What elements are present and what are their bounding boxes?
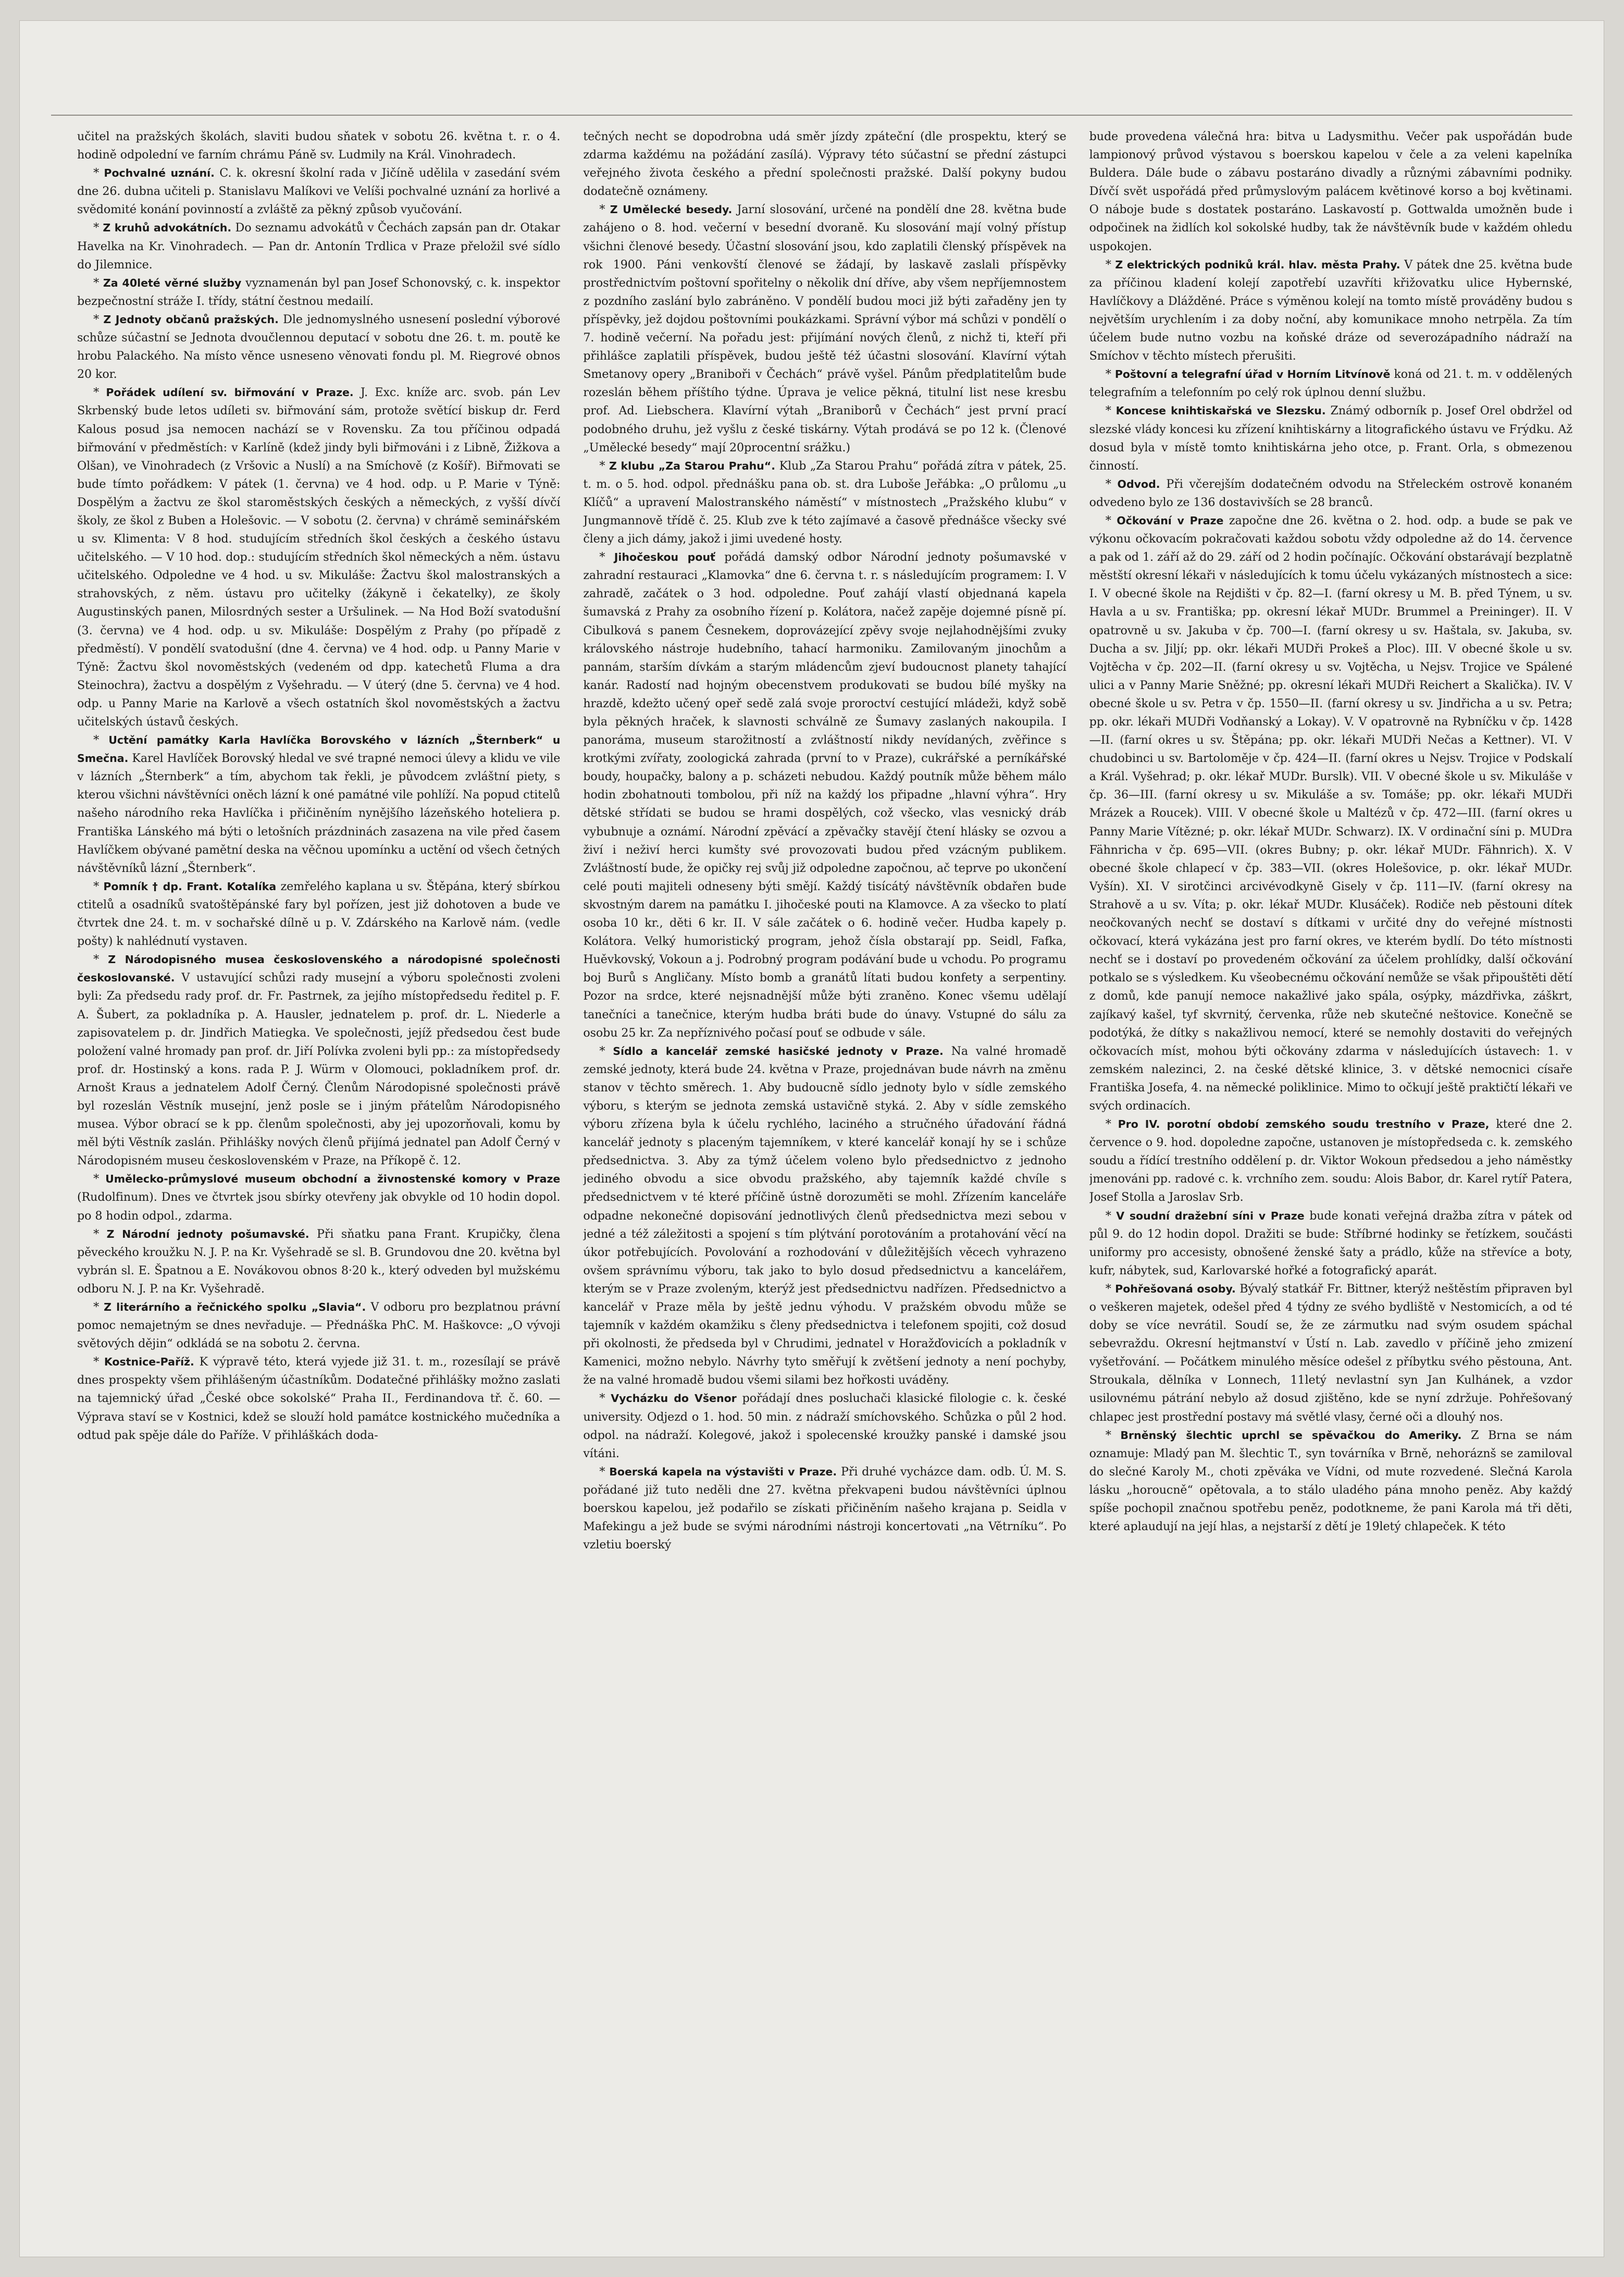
news-item-heading: Umělecko-průmyslové museum obchodní a živnostenské komory v Praze	[105, 1173, 561, 1186]
news-item-text: tečných necht se dopodrobna udá směr jízdy zpáteční (dle prospektu, který se zdarma každému na požádání zasílá). Výpravy této súčastní se přední zástupci veřejného života českého a přední společnosti pražské. Další pokyny budou dodatečně oznámeny.	[583, 130, 1067, 199]
news-item-text: učitel na pražských školách, slaviti budou sňatek v sobotu 26. května t. r. o 4. hodině odpolední ve farním chrámu Páně sv. Ludmily na Král. Vinohradech.	[77, 130, 561, 162]
news-item-text: Z Brna se nám oznamuje: Mladý pan M. šlechtic T., syn továrníka v Brně, nehoráznš se zamiloval do slečné Karoly M., choti zpěváka ve Vídni, od mute rozvedené. Slečná Karola lásku „horoucně“ opětovala, a to stálo uladého pána mnoho peněz. Aby každý spíše pochopil značnou spotřebu peněz, podotkneme, že pani Karola má tři děti, které aplaudují na její hlas, a nejstarší z dětí je 19letý chlapeček. K této	[1089, 1428, 1572, 1534]
news-paragraph: * Z Národopisného musea československého a národopisné společnosti českoslovanské. V ustavující schůzi rady musejní a výboru společnosti zvoleni byli: Za předsedu rady prof. dr. Fr. Pastrnek, za jejího místopředsedu ředitel p. F. A. Šubert, za pokladníka p. A. Hausler, jednatelem p. prof. dr. L. Niederle a zapisovatelem p. dr. Jindřich Matiegka. Ve společnosti, jejíž předsedou čest bude položení valné hromady pan prof. dr. Jiří Polívka zvoleni byli pp.: za místopředsedy prof. dr. Hostinský a kons. rada P. J. Würm v Olomouci, pokladníkem prof. dr. Arnošt Kraus a jednatelem Adolf Černý. Členům Národopisné společnosti právě byl rozeslán Věstník musejní, jenž posle se i jiným přátelům Národopisného musea. Výbor obrací se k pp. členům společnosti, aby jej upozorňovali, komu by měl býti Věstník zaslán. Přihlášky nových členů přijímá jednatel pan Adolf Černý v Národopisném museu československém v Praze, na Příkopě č. 12.	[77, 953, 561, 1168]
news-item-text: J. Exc. kníže arc. svob. pán Lev Skrbenský bude letos udíleti sv. biřmování sám, protože světící biskup dr. Ferd Kalous posud jsa nemocen nachází se v Rovensku. Za tou příčinou odpadá biřmování v předměstích: v Karlíně (kdež jindy byli biřmováni i z Libně, Žižkova a Olšan), ve Vinohradech (z Vršovic a Nuslí) a na Smíchově (z Košíř). Biřmovati se bude tímto pořádkem: V pátek (1. června) ve 4 hod. odp. u P. Marie v Týně: Dospělým a žactvu ze škol staroměstských českých a německých, z vyšší dívčí školy, ze škol z Buben a Holešovic. — V sobotu (2. června) v chrámě seminářském u sv. Klimenta: V 8 hod. studujícím středních škol českých a českého ústavu učitelského. — V 10 hod. dop.: studujícím středních škol německých a něm. ústavu učitelského. Odpoledne ve 4 hod. u sv. Mikuláše: Žactvu škol malostranských a strahovských, z něm. ústavu pro učitelky (žákyně i čekatelky), ze školy Augustinských panen, Milosrdných sester a Uršulinek. — Na Hod Boží svatodušní (3. června) ve 4 hod. odp. u sv. Mikuláše: Dospělým z Prahy (po případě z předměstí). V pondělí svatodušní (dne 4. června) ve 4 hod. odp. u Panny Marie v Týně: Žactvu škol novoměstských (vedeném od dpp. katechetů Fluma a dra Steinochra), žactvu a dospělým z Vyšehradu. — V úterý (dne 5. června) ve 4 hod. odp. u Panny Marie na Karlově a všech ostatních škol novoměstských a žactvu učitelských ústavů českých.	[77, 386, 561, 729]
news-paragraph: * Brněnský šlechtic uprchl se spěvačkou do Ameriky. Z Brna se nám oznamuje: Mladý pan M. šlechtic T., syn továrníka v Brně, nehoráznš se zamiloval do slečné Karoly M., choti zpěváka ve Vídni, od mute rozvedené. Slečná Karola lásku „horoucně“ opětovala, a to stálo uladého pána mnoho peněz. Aby každý spíše pochopil značnou spotřebu peněz, podotkneme, že pani Karola má tři děti, které aplaudují na její hlas, a nejstarší z dětí je 19letý chlapeček. K této	[1089, 1428, 1572, 1534]
news-item-heading: Očkování v Praze	[1117, 514, 1224, 527]
news-paragraph: * Za 40leté věrné služby vyznamenán byl pan Josef Schonovský, c. k. inspektor bezpečnostní stráže I. třídy, státní čestnou medailí.	[77, 276, 561, 308]
news-item-text: vyznamenán byl pan Josef Schonovský, c. k. inspektor bezpečnostní stráže I. třídy, státní čestnou medailí.	[77, 276, 561, 308]
news-item-text: V pátek dne 25. května bude za příčinou kladení kolejí zapotřebí uzavříti křižovatku ulice Hybernské, Havlíčkovy a Dlážděné. Práce s výměnou kolejí na tomto místě prováděny budou s největším urychlením i za doby noční, aby komunikace mnoho netrpěla. Za tím účelem bude nutno vozbu na koňské dráze od severozápadního nádraží na Smíchov v těchto místech přerušiti.	[1089, 257, 1572, 363]
top-rule	[51, 115, 1572, 116]
news-item-heading: Z Národopisného musea československého a národopisné společnosti českoslovanské.	[77, 953, 561, 984]
news-item-heading: Za 40leté věrné služby	[103, 276, 242, 289]
news-paragraph: * Očkování v Praze započne dne 26. května o 2. hod. odp. a bude se pak ve výkonu očkovacím pokračovati každou sobotu vždy odpoledne až do 14. července a pak od 1. září až do 29. září od 2 hodin počínajíc. Očkování obstarávají bezplatně městští okresní lékaři v následujících k tomu účelu vykázaných místnostech a sice: I. V obecné škole na Rejdišti v čp. 82—I. (farní okresy u M. B. před Týnem, u sv. Havla a u sv. Františka; pp. okresní lékař MUDr. Brummel a Preininger). II. V opatrovně u sv. Jakuba v čp. 700—I. (farní okresy u sv. Haštala, sv. Jakuba, sv. Ducha a sv. Jiljí; pp. okr. lékaři MUDři Prokeš a Ploc). III. V obecné škole u sv. Vojtěcha v čp. 202—II. (farní okresy u sv. Vojtěcha, u Nejsv. Trojice ve Spálené ulici a v Panny Marie Sněžné; pp. okresní lékaři MUDři Reichert a Skalička). IV. V obecné škole u sv. Petra v čp. 1550—II. (farní okresy u sv. Jindřicha a u sv. Petra; pp. okr. lékaři MUDři Vodňanský a Lokay). V. V opatrovně na Rybníčku v čp. 1428—II. (farní okres u sv. Štěpána; pp. okr. lékaři MUDři Nečas a Kettner). VI. V chudobinci u sv. Bartoloměje v čp. 424—II. (farní okres u Nejsv. Trojice v Podskalí a Král. Vyšehrad; p. okr. lékař MUDr. Burslk). VII. V obecné škole u sv. Mikuláše v čp. 36—III. (farní okresy u sv. Mikuláše a sv. Tomáše; pp. okr. lékaři MUDři Mrázek a Roucek). VIII. V obecné škole u Maltézů v čp. 472—III. (farní okres u Panny Marie Vítězné; p. okr. lékař MUDr. Schwarz). IX. V ordinační síni p. MUDra Fähnricha v čp. 695—VII. (okres Bubny; p. okr. lékař MUDr. Fähnrich). X. V obecné škole chlapecí v čp. 383—VII. (okres Holešovice, p. okr. lékař MUDr. Vyšín). XI. V sirotčinci arcivévodkyně Gisely v čp. 111—IV. (farní okresy na Strahově a u sv. Víta; p. okr. lékař MUDr. Klusáček). Rodiče neb pěstouni dítek neočkovaných nechť se dostaví s dítkami v určité dny do veřejné místnosti očkovací, která vykázána jest pro farní okres, ve kterém bydlí. Do této místnosti nechť se i dostaví po provedeném očkování za účelem prohlídky, další očkování potkalo se s výsledkem. Ku všeobecnému očkování nemůže se však připouštěti dětí z domů, kde panují nemoce nakažlivé jako spála, osýpky, mázdřivka, záškrt, zajíkavý kašel, tyf skvrnitý, červenka, růže neb skutečné neštovice. Konečně se podotýká, že dítky s nakažlivou nemocí, které se nemohly dostaviti do veřejných očkovacích míst, mohou býti očkovány zdarma v následujících ústavech: 1. v zemském nalezinci, 2. na české dětské klinice, 3. v dětské nemocnici císaře Františka Josefa, 4. na německé poliklinice. Mimo to očkují ještě praktičtí lékaři ve svých ordinacích.	[1089, 513, 1572, 1113]
news-paragraph	[583, 128, 1066, 201]
news-paragraph: * Umělecko-průmyslové museum obchodní a živnostenské komory v Praze (Rudolfinum). Dnes ve čtvrtek jsou sbírky otevřeny jak obvykle od 10 hodin dopol. po 8 hodin odpol., zdarma.	[77, 1172, 561, 1223]
news-paragraph: * Z literárního a řečnického spolku „Slavia“. V odboru pro bezplatnou právní pomoc nemajetným se dnes nevřaduje. — Přednáška PhC. M. Haškovce: „O vývoji světových dějin“ odkládá se na sobotu 2. června.	[77, 1300, 561, 1351]
newspaper-page	[20, 21, 1604, 2257]
news-item-heading: Pořádek udílení sv. biřmování v Praze.	[106, 386, 354, 399]
column-2	[583, 128, 1066, 2186]
news-item-text: pořádá damský odbor Národní jednoty pošumavské v zahradní restauraci „Klamovka“ dne 6. června t. r. s následujícím programem: I. V zahradě, začátek o 3 hod. odpoledne. Pouť zahájí vlastí objednaná kapela šumavská z Prahy za osobního řízení p. Kolátora, načež zapěje dojemné písně pí. Cibulková s panem Česnekem, doprovázející zpěvy svoje nejlahodnějšími zvuky královského nástroje hudebního, tahací harmoniku. Zamilovaným jinochům a pannám, starším dívkám a starým mládencům zjeví budoucnost planety tahající kanár. Radostí nad hojným obecenstvem produkovati se budou bílé myšky na hrazdě, kdežto učený opeř sedě zalá svoje proroctví cestující mládeži, když sobě byla pěkných hraček, k slavnosti schválně ze Šumavy zaslaných nakoupila. I panoráma, museum starožitností a zvláštností nikdy nevídaných, zvěřince s krotkými zvířaty, zoologická zahrada (první to v Praze), cukrářské a perníkářské boudy, houpačky, balony a p. scházeti nebudou. Každý poutník může během málo hodin zbohatnouti tombolou, při níž na každý los připadne „hlavní výhra“. Hry dětské střídati se budou se hrami dospělých, což všecko, vlas vesnický dráb vybubnuje a oznámí. Národní zpěvácí a zpěvačky stavějí čtení hlásky se ozvou a živí i neživí herci kumšty své provozovati budou před vzácným publikem. Zvláštností bude, že opičky rej svůj již odpoledne započnou, ač teprve po ukončení celé pouti majiteli odneseny býti smějí. Každý tisícátý návštěvník obdařen bude skvostným darem na památku I. jihočeské pouti na Klamovce. A za všecko to platí osoba 10 kr., děti 6 kr. II. V sále začátek o 6. hodině večer. Hudba kapely p. Kolátora. Velký humoristický program, jehož čísla obstarají pp. Seidl, Fafka, Huěvkovský, Vokoun a j. Podrobný program podávání bude u vchodu. Po programu boj Burů s Angličany. Místo bomb a granátů lítati budou konfety a serpentiny. Pozor na srdce, které nejsnadnější může býti zraněno. Konec všemu udělají tanečníci a tanečnice, kterým hudba bráti bude do únavy. Vstupné do sálu za osobu 25 kr. Za nepříznivého počasí pouť se odbude v sále.	[583, 550, 1067, 1040]
news-paragraph: * Koncese knihtiskařská ve Slezsku. Známý odborník p. Josef Orel obdržel od slezské vlády koncesi ku zřízení knihtiskárny a litografického ústavu ve Frýdku. Až dosud byla v místě tomto knihtiskárna jeho otce, p. Frant. Orla, s obmezenou činností.	[1089, 404, 1572, 473]
news-paragraph: * Pomník † dp. Frant. Kotalíka zemřelého kaplana u sv. Štěpána, který sbírkou ctitelů a osadníků svatoštěpánské fary byl pořízen, jest již dohotoven a bude ve čtvrtek dne 24. t. m. v sochařské dílně u p. V. Zdárského na Karlově nám. (vedle pošty) k nahlédnutí vystaven.	[77, 879, 561, 949]
news-item-heading: Odvod.	[1117, 477, 1160, 490]
news-paragraph: * Pohřešovaná osoby. Bývalý statkář Fr. Bittner, kterýž neštěstím připraven byl o veškeren majetek, odešel před 4 týdny ze svého bydliště v Nestomicích, a od té doby se více nevrátil. Soudí se, že ze zármutku nad svým osudem spáchal sebevraždu. Okresní hejtmanství v Ústí n. Lab. zavedlo v příčině jeho zmizení vyšetřování. — Počátkem minulého měsíce odešel z příbytku svého pěstouna, Ant. Stroukala, dělníka v Lonnech, 11letý nevlastní syn Jan Kulhánek, a vzdor usilovnému pátrání nebylo až dosud zjištěno, kde se nyní zdržuje. Pohřešovaný chlapec jest prostřední postavy má světlé vlasy, černé oči a dlouhý nos.	[1089, 1282, 1572, 1424]
news-item-text: Při druhé vycházce dam. odb. Ú. M. S. pořádané již tuto neděli dne 27. května překvapeni budou návštěvníci úplnou boerskou kapelou, jež podařilo se získati přičiněním našeho krajana p. Seidla v Mafekingu a jež bude se svými národními nástroji koncertovati „na Větrníku“. Po vzletiu boerský	[583, 1464, 1067, 1552]
news-item-text: K výpravě této, která vyjede již 31. t. m., rozesílají se právě dnes prospekty všem přihlášeným účastníkům. Dodatečné přihlášky možno zaslati na tajemnický úřad „České obce sokolské“ Praha II., Ferdinandova tř. č. 60. — Výprava staví se v Kostnici, kdež se slouží hold památce kostnického mučedníka a odtud pak spěje dále do Paříže. V přihláškách doda-	[77, 1355, 561, 1442]
news-item-text: Dle jednomyslného usnesení poslední výborové schůze súčastní se Jednota dvoučlennou deputací v sobotu dne 26. t. m. poutě ke hrobu Palackého. Na místo věnce usneseno věnovati fondu pl. M. Riegrové obnos 20 kor.	[77, 312, 561, 381]
column-3	[1089, 128, 1572, 2186]
news-item-text: zemřelého kaplana u sv. Štěpána, který sbírkou ctitelů a osadníků svatoštěpánské fary byl pořízen, jest již dohotoven a bude ve čtvrtek dne 24. t. m. v sochařské dílně u p. V. Zdárského na Karlově nám. (vedle pošty) k nahlédnutí vystaven.	[77, 879, 561, 949]
news-item-text: bude konati veřejná dražba zítra v pátek od půl 9. do 12 hodin dopol. Dražiti se bude: Stříbrné hodinky se řetízkem, součásti uniformy pro accesisty, obnošené ženské šaty a prádlo, kůže na střevíce a boty, kufr, nábytek, sud, Karlovarské hořké a fotografický aparát.	[1089, 1209, 1572, 1277]
news-item-heading: Z elektrických podniků král. hlav. města Prahy.	[1115, 258, 1400, 271]
news-item-heading: Pomník † dp. Frant. Kotalíka	[103, 880, 277, 893]
news-paragraph: * Vycházku do Všenor pořádají dnes posluchači klasické filologie c. k. české university. Odjezd o 1. hod. 50 min. z nádraží smíchovského. Schůzka o půl 2 hod. odpol. na nádraží. Kolegové, jakož i spolecenské kroužky panské i damské jsou vítáni.	[583, 1392, 1067, 1460]
news-paragraph: * Uctění památky Karla Havlíčka Borovského v lázních „Šternberk“ u Smečna. Karel Havlíček Borovský hledal ve své trapné nemoci úlevy a klidu ve vile v lázních „Šternberk“ a tím, abychom tak řekli, je původcem zvláštní piety, s kterou všichni návštěvníci oněch lázní k oné památné vile pohlíží. Na popud ctitelů našeho národního reka Havlíčka i přičiněním nynějšího lázeňského hoteliera p. Františka Lánského má býti o letošních prázdninách zasazena na vile před časem Havlíčkem obývané pamětní deska na věčnou upomínku a uctění od všech četných návštěvníků lázní „Šternberk“.	[77, 733, 561, 875]
news-item-text: V ustavující schůzi rady musejní a výboru společnosti zvoleni byli: Za předsedu rady prof. dr. Fr. Pastrnek, za jejího místopředsedu ředitel p. F. A. Šubert, za pokladníka p. A. Hausler, jednatelem p. prof. dr. L. Niederle a zapisovatelem p. dr. Jindřich Matiegka. Ve společnosti, jejíž předsedou čest bude položení valné hromady pan prof. dr. Jiří Polívka zvoleni byli pp.: za místopředsedy prof. dr. Hostinský a kons. rada P. J. Würm v Olomouci, pokladníkem prof. dr. Arnošt Kraus a jednatelem Adolf Černý. Členům Národopisné společnosti právě byl rozeslán Věstník musejní, jenž posle se i jiným přátelům Národopisného musea. Výbor obrací se k pp. členům společnosti, aby jej upozorňovali, komu by měl býti Věstník zaslán. Přihlášky nových členů přijímá jednatel pan Adolf Černý v Národopisném museu československém v Praze, na Příkopě č. 12.	[77, 971, 561, 1168]
news-paragraph	[77, 128, 560, 164]
news-item-text: Klub „Za Starou Prahu“ pořádá zítra v pátek, 25. t. m. o 5. hod. odpol. přednášku pana ob. st. dra Luboše Jeřábka: „O průlomu „u Klíčů“ a upravení Malostranského náměstí“ v místnostech „Pražského klubu“ v Jungmannově třídě č. 25. Klub zve k této zajímavé a časově přednášce všecky své členy a jich dámy, jakož i jimi uvedené hosty.	[583, 459, 1067, 546]
news-item-text: Při sňatku pana Frant. Krupičky, člena pěveckého kroužku N. J. P. na Kr. Vyšehradě se sl. B. Grundovou dne 20. května byl vybrán sl. E. Špatnou a E. Novákovou obnos 8·20 k., který odveden byl mužskému odboru N. J. P. na Kr. Vyšehradě.	[77, 1227, 561, 1296]
news-item-text: Při včerejším dodatečném odvodu na Střeleckém ostrově konaném odvedeno bylo ze 136 dostavivších se 28 branců.	[1089, 477, 1572, 509]
news-item-heading: Poštovní a telegrafní úřad v Horním Litvínově	[1114, 368, 1391, 381]
news-item-text: (Rudolfinum). Dnes ve čtvrtek jsou sbírky otevřeny jak obvykle od 10 hodin dopol. po 8 hodin odpol., zdarma.	[77, 1190, 561, 1223]
news-item-heading: Pohřešovaná osoby.	[1115, 1282, 1236, 1295]
news-paragraph: * Pořádek udílení sv. biřmování v Praze. J. Exc. kníže arc. svob. pán Lev Skrbenský bude letos udíleti sv. biřmování sám, protože světící biskup dr. Ferd Kalous posud jsa nemocen nachází se v Rovensku. Za tou příčinou odpadá biřmování v předměstích: v Karlíně (kdež jindy byli biřmováni i z Libně, Žižkova a Olšan), ve Vinohradech (z Vršovic a Nuslí) a na Smíchově (z Košíř). Biřmovati se bude tímto pořádkem: V pátek (1. června) ve 4 hod. odp. u P. Marie v Týně: Dospělým a žactvu ze škol staroměstských českých a německých, z vyšší dívčí školy, ze škol z Buben a Holešovic. — V sobotu (2. června) v chrámě seminářském u sv. Klimenta: V 8 hod. studujícím středních škol českých a českého ústavu učitelského. — V 10 hod. dop.: studujícím středních škol německých a něm. ústavu učitelského. Odpoledne ve 4 hod. u sv. Mikuláše: Žactvu škol malostranských a strahovských, z něm. ústavu pro učitelky (žákyně i čekatelky), ze školy Augustinských panen, Milosrdných sester a Uršulinek. — Na Hod Boží svatodušní (3. června) ve 4 hod. odp. u sv. Mikuláše: Dospělým z Prahy (po případě z předměstí). V pondělí svatodušní (dne 4. června) ve 4 hod. odp. u Panny Marie v Týně: Žactvu škol novoměstských (vedeném od dpp. katechetů Fluma a dra Steinochra), žactvu a dospělým z Vyšehradu. — V úterý (dne 5. června) ve 4 hod. odp. u Panny Marie na Karlově a všech ostatních škol novoměstských a žactvu učitelských ústavů českých.	[77, 386, 561, 729]
news-item-text: V odboru pro bezplatnou právní pomoc nemajetným se dnes nevřaduje. — Přednáška PhC. M. Haškovce: „O vývoji světových dějin“ odkládá se na sobotu 2. června.	[77, 1300, 561, 1351]
news-item-heading: Z literárního a řečnického spolku „Slavia“.	[104, 1301, 366, 1313]
news-paragraph: * Z elektrických podniků král. hlav. města Prahy. V pátek dne 25. května bude za příčinou kladení kolejí zapotřebí uzavříti křižovatku ulice Hybernské, Havlíčkovy a Dlážděné. Práce s výměnou kolejí na tomto místě prováděny budou s největším urychlením i za doby noční, aby komunikace mnoho netrpěla. Za tím účelem bude nutno vozbu na koňské dráze od severozápadního nádraží na Smíchov v těchto místech přerušiti.	[1089, 257, 1572, 363]
news-item-heading: Pochvalné uznání.	[104, 167, 215, 180]
news-item-heading: Uctění památky Karla Havlíčka Borovského v lázních „Šternberk“ u Smečna.	[77, 734, 561, 765]
news-item-heading: Boerská kapela na výstavišti v Praze.	[609, 1465, 837, 1478]
news-item-heading: Z Jednoty občanů pražských.	[103, 313, 279, 326]
news-paragraph: * Boerská kapela na výstavišti v Praze. Při druhé vycházce dam. odb. Ú. M. S. pořádané již tuto neděli dne 27. května překvapeni budou návštěvníci úplnou boerskou kapelou, jež podařilo se získati přičiněním našeho krajana p. Seidla v Mafekingu a jež bude se svými národními nástroji koncertovati „na Větrníku“. Po vzletiu boerský	[583, 1464, 1067, 1552]
news-item-heading: Vycházku do Všenor	[611, 1392, 737, 1405]
news-item-text: bude provedena válečná hra: bitva u Ladysmithu. Večer pak uspořádán bude lampionový průvod výstavou s boerskou kapelou v čele a za veleni kapelníka Buldera. Dále bude o zábavu postaráno divadly a různými zábavními podniky. Dívčí svět uspořádá před průmyslovým palácem květinové korso a boj květinami. O náboje bude s dostatek postaráno. Laskavostí p. Gottwalda umožněn bude i odpočinek na židlích kol sokolské hudby, tak že návštěvník bude v každém ohledu uspokojen.	[1089, 130, 1572, 253]
news-item-heading: Kostnice-Paříž.	[104, 1356, 194, 1369]
news-item-text: pořádají dnes posluchači klasické filologie c. k. české university. Odjezd o 1. hod. 50 min. z nádraží smíchovského. Schůzka o půl 2 hod. odpol. na nádraží. Kolegové, jakož i spolecenské kroužky panské i damské jsou vítáni.	[583, 1392, 1067, 1460]
news-item-heading: Brněnský šlechtic uprchl se spěvačkou do Ameriky.	[1120, 1429, 1462, 1442]
news-item-heading: Sídlo a kancelář zemské hasičské jednoty v Praze.	[613, 1044, 944, 1057]
news-item-heading: Pro IV. porotní období zemského soudu trestního v Praze,	[1118, 1118, 1490, 1131]
news-item-heading: V soudní dražební síni v Praze	[1116, 1209, 1305, 1222]
news-item-text: Jarní slosování, určené na pondělí dne 28. května bude zahájeno o 8. hod. večerní v besední dvoraně. Ku slosování mají volný přístup všichni členové besedy. Účastní slosování jsou, kdo zaplatili členský příspěvek na rok 1900. Páni venkovští členové se žádají, by laskavě zaslali příspěvky prostřednictvím poštovní spořitelny o několik dní dříve, aby všem nepříjemnostem z pozdního zaslání bylo zabráněno. V pondělí budou moci již býti zařaděny jen ty příspěvky, jež dojdou poštovními poukázkami. Správní výbor má schůzi v pondělí o 7. hodině večerní. Na pořadu jest: přijímání nových členů, z nichž ti, kteří při přihlášce zaplatili příspěvek, budou ještě též účastni slosování. Klavírní výtah Smetanovy opery „Braniboři v Čechách“ právě vyšel. Pánům předplatitelům bude rozeslán během příštího týdne. Úprava je velice pěkná, titulní list nese kresbu prof. Ad. Liebschera. Klavírní výtah „Braniborů v Čechách“ jest první prací podobného druhu, jež vyšlu z české tiskárny. Výtah prodává se po 12 k. (Členové „Umělecké besedy“ mají 20procentní srážku.)	[583, 203, 1067, 454]
news-paragraph: * Z kruhů advokátních. Do seznamu advokátů v Čechách zapsán pan dr. Otakar Havelka na Kr. Vinohradech. — Pan dr. Antonín Trdlica v Praze přeložil své sídlo do Jilemnice.	[77, 221, 561, 272]
news-item-heading: Z klubu „Za Starou Prahu“.	[609, 459, 776, 472]
news-paragraph: * Kostnice-Paříž. K výpravě této, která vyjede již 31. t. m., rozesílají se právě dnes prospekty všem přihlášeným účastníkům. Dodatečné přihlášky možno zaslati na tajemnický úřad „České obce sokolské“ Praha II., Ferdinandova tř. č. 60. — Výprava staví se v Kostnici, kdež se slouží hold památce kostnického mučedníka a odtud pak spěje dále do Paříže. V přihláškách doda-	[77, 1355, 561, 1442]
news-item-heading: Z Národní jednoty pošumavské.	[106, 1227, 309, 1240]
news-paragraph: * V soudní dražební síni v Praze bude konati veřejná dražba zítra v pátek od půl 9. do 12 hodin dopol. Dražiti se bude: Stříbrné hodinky se řetízkem, součásti uniformy pro accesisty, obnošené ženské šaty a prádlo, kůže na střevíce a boty, kufr, nábytek, sud, Karlovarské hořké a fotografický aparát.	[1089, 1209, 1572, 1277]
column-1	[77, 128, 560, 2186]
news-item-text: Karel Havlíček Borovský hledal ve své trapné nemoci úlevy a klidu ve vile v lázních „Šternberk“ a tím, abychom tak řekli, je původcem zvláštní piety, s kterou všichni návštěvníci oněch lázní k oné památné vile pohlíží. Na popud ctitelů našeho národního reka Havlíčka i přičiněním nynějšího lázeňského hoteliera p. Františka Lánského má býti o letošních prázdninách zasazena na vile před časem Havlíčkem obývané pamětní deska na věčnou upomínku a uctění od všech četných návštěvníků lázní „Šternberk“.	[77, 752, 561, 875]
news-item-text: Bývalý statkář Fr. Bittner, kterýž neštěstím připraven byl o veškeren majetek, odešel před 4 týdny ze svého bydliště v Nestomicích, a od té doby se více nevrátil. Soudí se, že ze zármutku nad svým osudem spáchal sebevraždu. Okresní hejtmanství v Ústí n. Lab. zavedlo v příčině jeho zmizení vyšetřování. — Počátkem minulého měsíce odešel z příbytku svého pěstouna, Ant. Stroukala, dělníka v Lonnech, 11letý nevlastní syn Jan Kulhánek, a vzdor usilovnému pátrání nebylo až dosud zjištěno, kde se nyní zdržuje. Pohřešovaný chlapec jest prostřední postavy má světlé vlasy, černé oči a dlouhý nos.	[1089, 1282, 1572, 1424]
news-paragraph: * Pro IV. porotní období zemského soudu trestního v Praze, které dne 2. července o 9. hod. dopoledne započne, ustanoven je místopředseda c. k. zemského soudu a řídící trestního oddělení p. dr. Viktor Wokoun předsedou a jeho náměstky jmenováni pp. radové c. k. vrchního zem. soudu: Alois Babor, dr. Karel rytíř Patera, Josef Stolla a Jaroslav Srb.	[1089, 1117, 1572, 1204]
news-paragraph: * Poštovní a telegrafní úřad v Horním Litvínově koná od 21. t. m. v oddělených telegrafním a telefonním po celý rok úplnou denní službu.	[1089, 367, 1572, 400]
news-item-text: C. k. okresní školní rada v Jičíně udělila v zasedání svém dne 26. dubna učiteli p. Stanislavu Malíkovi ve Velíši pochvalné uznání za horlivé a svědomité konání povinností a zvláště za pěkný způsob vyučování.	[77, 166, 561, 217]
news-paragraph: * Pochvalné uznání. C. k. okresní školní rada v Jičíně udělila v zasedání svém dne 26. dubna učiteli p. Stanislavu Malíkovi ve Velíši pochvalné uznání za horlivé a svědomité konání povinností a zvláště za pěkný způsob vyučování.	[77, 166, 561, 217]
text-columns	[77, 128, 1572, 2186]
news-paragraph: * Z Jednoty občanů pražských. Dle jednomyslného usnesení poslední výborové schůze súčastní se Jednota dvoučlennou deputací v sobotu dne 26. t. m. poutě ke hrobu Palackého. Na místo věnce usneseno věnovati fondu pl. M. Riegrové obnos 20 kor.	[77, 312, 561, 381]
news-item-heading: Jihočeskou pouť	[614, 551, 715, 564]
news-paragraph: * Z Umělecké besedy. Jarní slosování, určené na pondělí dne 28. května bude zahájeno o 8. hod. večerní v besední dvoraně. Ku slosování mají volný přístup všichni členové besedy. Účastní slosování jsou, kdo zaplatili členský příspěvek na rok 1900. Páni venkovští členové se žádají, by laskavě zaslali příspěvky prostřednictvím poštovní spořitelny o několik dní dříve, aby všem nepříjemnostem z pozdního zaslání bylo zabráněno. V pondělí budou moci již býti zařaděny jen ty příspěvky, jež dojdou poštovními poukázkami. Správní výbor má schůzi v pondělí o 7. hodině večerní. Na pořadu jest: přijímání nových členů, z nichž ti, kteří při přihlášce zaplatili příspěvek, budou ještě též účastni slosování. Klavírní výtah Smetanovy opery „Braniboři v Čechách“ právě vyšel. Pánům předplatitelům bude rozeslán během příštího týdne. Úprava je velice pěkná, titulní list nese kresbu prof. Ad. Liebschera. Klavírní výtah „Braniborů v Čechách“ jest první prací podobného druhu, jež vyšlu z české tiskárny. Výtah prodává se po 12 k. (Členové „Umělecké besedy“ mají 20procentní srážku.)	[583, 203, 1067, 454]
news-paragraph	[1089, 128, 1572, 256]
news-item-heading: Koncese knihtiskařská ve Slezsku.	[1115, 404, 1326, 417]
news-item-heading: Z Umělecké besedy.	[610, 203, 733, 216]
news-paragraph: * Odvod. Při včerejším dodatečném odvodu na Střeleckém ostrově konaném odvedeno bylo ze 136 dostavivších se 28 branců.	[1089, 477, 1572, 509]
news-item-text: Na valné hromadě zemské jednoty, která bude 24. května v Praze, projednávan bude návrh na změnu stanov v těchto směrech. 1. Aby budoucně sídlo jednoty bylo v sídle zemského výboru, s kterým se jednota zemská ustavičně styká. 2. Aby v sídle zemského výboru zřízena byla k účelu rychlého, laciného a stručného úřadování řádná kancelář jednoty s placeným tajemníkem, v které kancelář konají hy se i schůze předsednictva. 3. Aby za týmž účelem voleno bylo předsednictvo z jednoho jediného obvodu a sice obvodu pražského, aby tajemník každé chvíle s předsednictvem v té které příčině ústně dorozuměti se mohl. Zřízením kanceláře odpadne nekonečné dopisování jednotlivých členů předsednictva mezi sebou v jedné a též záležitosti a spojení s tím plýtvání porotováním a protahování věcí na úkor potřebujících. Povolování a rozhodování v důležitějších věcech vyhrazeno ovšem správnímu výboru, tak jako to bylo dosud předsednictvu a kancelářem, kterým se v Praze zvoleným, kterýž jest předsednictvu nadřízen. Předsednictvo a kancelář v Praze měla by ještě jednu výhodu. V pražském obvodu může se tajemník v každém okamžiku s členy předsednictva i telefonem spojiti, což dosud při okolnosti, že předseda byl v Chrudimi, jednatel v Horažďovicích a pokladník v Kamenici, možno nebylo. Návrhy tyto směřují k zvětšení jednoty a není pochyby, že na valné hromadě budou všemi silami bez hořkosti uváděny.	[583, 1044, 1067, 1387]
news-item-heading: Z kruhů advokátních.	[103, 221, 232, 235]
news-item-text: Známý odborník p. Josef Orel obdržel od slezské vlády koncesi ku zřízení knihtiskárny a litografického ústavu ve Frýdku. Až dosud byla v místě tomto knihtiskárna jeho otce, p. Frant. Orla, s obmezenou činností.	[1089, 404, 1572, 473]
news-item-text: které dne 2. července o 9. hod. dopoledne započne, ustanoven je místopředseda c. k. zemského soudu a řídící trestního oddělení p. dr. Viktor Wokoun předsedou a jeho náměstky jmenováni pp. radové c. k. vrchního zem. soudu: Alois Babor, dr. Karel rytíř Patera, Josef Stolla a Jaroslav Srb.	[1089, 1117, 1572, 1204]
news-item-text: koná od 21. t. m. v oddělených telegrafním a telefonním po celý rok úplnou denní službu.	[1089, 367, 1572, 400]
news-paragraph: * Z Národní jednoty pošumavské. Při sňatku pana Frant. Krupičky, člena pěveckého kroužku N. J. P. na Kr. Vyšehradě se sl. B. Grundovou dne 20. května byl vybrán sl. E. Špatnou a E. Novákovou obnos 8·20 k., který odveden byl mužskému odboru N. J. P. na Kr. Vyšehradě.	[77, 1227, 561, 1296]
news-paragraph: * Sídlo a kancelář zemské hasičské jednoty v Praze. Na valné hromadě zemské jednoty, která bude 24. května v Praze, projednávan bude návrh na změnu stanov v těchto směrech. 1. Aby budoucně sídlo jednoty bylo v sídle zemského výboru, s kterým se jednota zemská ustavičně styká. 2. Aby v sídle zemského výboru zřízena byla k účelu rychlého, laciného a stručného úřadování řádná kancelář jednoty s placeným tajemníkem, v které kancelář konají hy se i schůze předsednictva. 3. Aby za týmž účelem voleno bylo předsednictvo z jednoho jediného obvodu a sice obvodu pražského, aby tajemník každé chvíle s předsednictvem v té které příčině ústně dorozuměti se mohl. Zřízením kanceláře odpadne nekonečné dopisování jednotlivých členů předsednictva mezi sebou v jedné a též záležitosti a spojení s tím plýtvání porotováním a protahování věcí na úkor potřebujících. Povolování a rozhodování v důležitějších věcech vyhrazeno ovšem správnímu výboru, tak jako to bylo dosud předsednictvu a kancelářem, kterým se v Praze zvoleným, kterýž jest předsednictvu nadřízen. Předsednictvo a kancelář v Praze měla by ještě jednu výhodu. V pražském obvodu může se tajemník v každém okamžiku s členy předsednictva i telefonem spojiti, což dosud při okolnosti, že předseda byl v Chrudimi, jednatel v Horažďovicích a pokladník v Kamenici, možno nebylo. Návrhy tyto směřují k zvětšení jednoty a není pochyby, že na valné hromadě budou všemi silami bez hořkosti uváděny.	[583, 1044, 1067, 1387]
news-item-text: Do seznamu advokátů v Čechách zapsán pan dr. Otakar Havelka na Kr. Vinohradech. — Pan dr. Antonín Trdlica v Praze přeložil své sídlo do Jilemnice.	[77, 221, 561, 272]
news-paragraph: * Z klubu „Za Starou Prahu“. Klub „Za Starou Prahu“ pořádá zítra v pátek, 25. t. m. o 5. hod. odpol. přednášku pana ob. st. dra Luboše Jeřábka: „O průlomu „u Klíčů“ a upravení Malostranského náměstí“ v místnostech „Pražského klubu“ v Jungmannově třídě č. 25. Klub zve k této zajímavé a časově přednášce všecky své členy a jich dámy, jakož i jimi uvedené hosty.	[583, 459, 1067, 546]
news-paragraph: * Jihočeskou pouť pořádá damský odbor Národní jednoty pošumavské v zahradní restauraci „Klamovka“ dne 6. června t. r. s následujícím programem: I. V zahradě, začátek o 3 hod. odpoledne. Pouť zahájí vlastí objednaná kapela šumavská z Prahy za osobního řízení p. Kolátora, načež zapěje dojemné písně pí. Cibulková s panem Česnekem, doprovázející zpěvy svoje nejlahodnějšími zvuky královského nástroje hudebního, tahací harmoniku. Zamilovaným jinochům a pannám, starším dívkám a starým mládencům zjeví budoucnost planety tahající kanár. Radostí nad hojným obecenstvem produkovati se budou bílé myšky na hrazdě, kdežto učený opeř sedě zalá svoje proroctví cestující mládeži, když sobě byla pěkných hraček, k slavnosti schválně ze Šumavy zaslaných nakoupila. I panoráma, museum starožitností a zvláštností nikdy nevídaných, zvěřince s krotkými zvířaty, zoologická zahrada (první to v Praze), cukrářské a perníkářské boudy, houpačky, balony a p. scházeti nebudou. Každý poutník může během málo hodin zbohatnouti tombolou, při níž na každý los připadne „hlavní výhra“. Hry dětské střídati se budou se hrami dospělých, což všecko, vlas vesnický dráb vybubnuje a oznámí. Národní zpěvácí a zpěvačky stavějí čtení hlásky se ozvou a živí i neživí herci kumšty své provozovati budou před vzácným publikem. Zvláštností bude, že opičky rej svůj již odpoledne započnou, ač teprve po ukončení celé pouti majiteli odneseny býti smějí. Každý tisícátý návštěvník obdařen bude skvostným darem na památku I. jihočeské pouti na Klamovce. A za všecko to platí osoba 10 kr., děti 6 kr. II. V sále začátek o 6. hodině večer. Hudba kapely p. Kolátora. Velký humoristický program, jehož čísla obstarají pp. Seidl, Fafka, Huěvkovský, Vokoun a j. Podrobný program podávání bude u vchodu. Po programu boj Burů s Angličany. Místo bomb a granátů lítati budou konfety a serpentiny. Pozor na srdce, které nejsnadnější může býti zraněno. Konec všemu udělají tanečníci a tanečnice, kterým hudba bráti bude do únavy. Vstupné do sálu za osobu 25 kr. Za nepříznivého počasí pouť se odbude v sále.	[583, 550, 1067, 1040]
news-item-text: započne dne 26. května o 2. hod. odp. a bude se pak ve výkonu očkovacím pokračovati každou sobotu vždy odpoledne až do 14. července a pak od 1. září až do 29. září od 2 hodin počínajíc. Očkování obstarávají bezplatně městští okresní lékaři v následujících k tomu účelu vykázaných místnostech a sice: I. V obecné škole na Rejdišti v čp. 82—I. (farní okresy u M. B. před Týnem, u sv. Havla a u sv. Františka; pp. okresní lékař MUDr. Brummel a Preininger). II. V opatrovně u sv. Jakuba v čp. 700—I. (farní okresy u sv. Haštala, sv. Jakuba, sv. Ducha a sv. Jiljí; pp. okr. lékaři MUDři Prokeš a Ploc). III. V obecné škole u sv. Vojtěcha v čp. 202—II. (farní okresy u sv. Vojtěcha, u Nejsv. Trojice ve Spálené ulici a v Panny Marie Sněžné; pp. okresní lékaři MUDři Reichert a Skalička). IV. V obecné škole u sv. Petra v čp. 1550—II. (farní okresy u sv. Jindřicha a u sv. Petra; pp. okr. lékaři MUDři Vodňanský a Lokay). V. V opatrovně na Rybníčku v čp. 1428—II. (farní okres u sv. Štěpána; pp. okr. lékaři MUDři Nečas a Kettner). VI. V chudobinci u sv. Bartoloměje v čp. 424—II. (farní okres u Nejsv. Trojice v Podskalí a Král. Vyšehrad; p. okr. lékař MUDr. Burslk). VII. V obecné škole u sv. Mikuláše v čp. 36—III. (farní okresy u sv. Mikuláše a sv. Tomáše; pp. okr. lékaři MUDři Mrázek a Roucek). VIII. V obecné škole u Maltézů v čp. 472—III. (farní okres u Panny Marie Vítězné; p. okr. lékař MUDr. Schwarz). IX. V ordinační síni p. MUDra Fähnricha v čp. 695—VII. (okres Bubny; p. okr. lékař MUDr. Fähnrich). X. V obecné škole chlapecí v čp. 383—VII. (okres Holešovice, p. okr. lékař MUDr. Vyšín). XI. V sirotčinci arcivévodkyně Gisely v čp. 111—IV. (farní okresy na Strahově a u sv. Víta; p. okr. lékař MUDr. Klusáček). Rodiče neb pěstouni dítek neočkovaných nechť se dostaví s dítkami v určité dny do veřejné místnosti očkovací, která vykázána jest pro farní okres, ve kterém bydlí. Do této místnosti nechť se i dostaví po provedeném očkování za účelem prohlídky, další očkování potkalo se s výsledkem. Ku všeobecnému očkování nemůže se však připouštěti dětí z domů, kde panují nemoce nakažlivé jako spála, osýpky, mázdřivka, záškrt, zajíkavý kašel, tyf skvrnitý, červenka, růže neb skutečné neštovice. Konečně se podotýká, že dítky s nakažlivou nemocí, které se nemohly dostaviti do veřejných očkovacích míst, mohou býti očkovány zdarma v následujících ústavech: 1. v zemském nalezinci, 2. na české dětské klinice, 3. v dětské nemocnici císaře Františka Josefa, 4. na německé poliklinice. Mimo to očkují ještě praktičtí lékaři ve svých ordinacích.	[1089, 513, 1572, 1113]
